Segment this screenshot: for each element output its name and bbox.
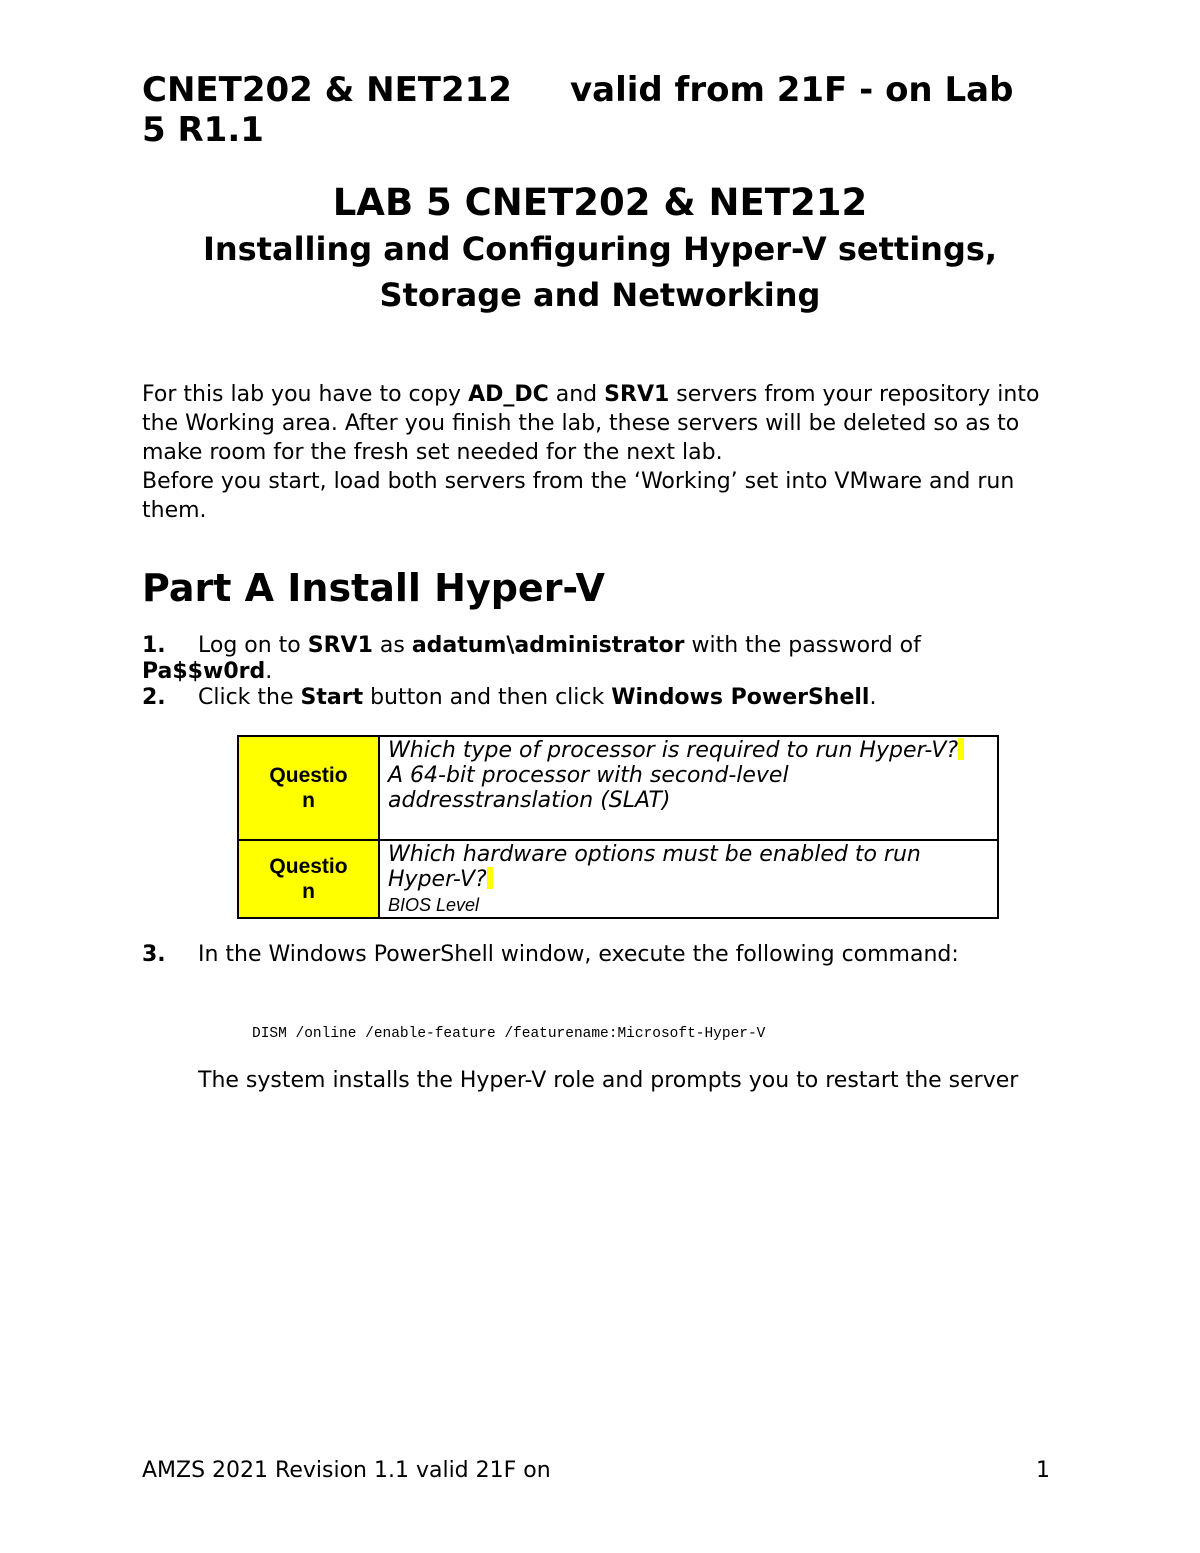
step-number: 1. xyxy=(142,633,166,658)
intro-text: For this lab you have to copy xyxy=(142,382,469,407)
server-name-ad-dc: AD_DC xyxy=(468,382,549,407)
step-text: . xyxy=(869,685,877,710)
intro-text: servers from your repository into the Working area. After you finish the lab, these servers will be deleted so as to make room for the fresh set needed for the next lab. xyxy=(142,382,1040,465)
answer-text: BIOS Level xyxy=(388,895,480,915)
header-lab-revision: 5 R1.1 xyxy=(142,110,264,150)
step-powershell-ref: Windows PowerShell xyxy=(611,685,870,710)
step-server: SRV1 xyxy=(307,633,373,658)
question-label xyxy=(238,736,379,840)
result-text xyxy=(142,1068,1042,1094)
question-text: Which hardware options must be enabled to run Hyper-V? xyxy=(388,842,921,892)
step-number: 3. xyxy=(142,942,166,967)
question-label-line2: n xyxy=(302,789,315,812)
step-text: button and then click xyxy=(363,685,612,710)
header-validity: valid from 21F - on Lab xyxy=(569,70,1014,110)
step-3 xyxy=(142,942,1042,968)
result-sentence: The system installs the Hyper-V role and prompts you to restart the server xyxy=(198,1068,1019,1093)
lab-subtitle-line2: Storage and Networking xyxy=(379,276,821,314)
lab-subtitle-line1: Installing and Configuring Hyper-V settings, xyxy=(202,230,998,268)
intro-text: and xyxy=(548,382,605,407)
question-row xyxy=(238,736,998,840)
question-body xyxy=(379,736,998,840)
intro-paragraph-2: Before you start, load both servers from the ‘Working’ set into VMware and run them. xyxy=(142,469,1015,523)
question-body xyxy=(379,840,998,918)
question-row xyxy=(238,840,998,918)
intro-section xyxy=(142,380,1067,525)
footer-revision: AMZS 2021 Revision 1.1 valid 21F on xyxy=(142,1458,551,1483)
step-text: with the password of xyxy=(684,633,921,658)
highlight-mark xyxy=(487,867,493,889)
answer-text: A 64-bit processor with second-level addresstranslation (SLAT) xyxy=(388,763,789,813)
question-label-line1: Questio xyxy=(269,855,348,878)
step-text: . xyxy=(265,659,273,684)
page-header xyxy=(142,70,1062,150)
title-block xyxy=(0,180,1200,318)
step-text: In the Windows PowerShell window, execute the following command: xyxy=(198,942,959,967)
step-2 xyxy=(142,685,1042,711)
question-label-line1: Questio xyxy=(269,764,348,787)
question-text: Which type of processor is required to run Hyper-V? xyxy=(388,738,959,763)
question-table xyxy=(237,735,999,919)
step-username: adatum\administrator xyxy=(411,633,685,658)
question-label-line2: n xyxy=(302,880,315,903)
intro-paragraph-1 xyxy=(142,380,1067,467)
part-a-heading: Part A Install Hyper-V xyxy=(142,566,605,610)
step-number: 2. xyxy=(142,685,166,710)
highlight-mark xyxy=(958,738,964,760)
lab-title: LAB 5 CNET202 & NET212 xyxy=(332,181,868,224)
step-text: as xyxy=(372,633,412,658)
step-password: Pa$$w0rd xyxy=(142,659,266,684)
step-text: Click the xyxy=(198,685,301,710)
page-number: 1 xyxy=(1036,1458,1050,1483)
command-code: DISM /online /enable-feature /featurename:Microsoft-Hyper-V xyxy=(252,1026,766,1042)
server-name-srv1: SRV1 xyxy=(604,382,670,407)
header-course: CNET202 & NET212 xyxy=(142,70,512,110)
step-start-button-ref: Start xyxy=(300,685,364,710)
step-1 xyxy=(142,633,1042,685)
question-label xyxy=(238,840,379,918)
step-text: Log on to xyxy=(198,633,308,658)
